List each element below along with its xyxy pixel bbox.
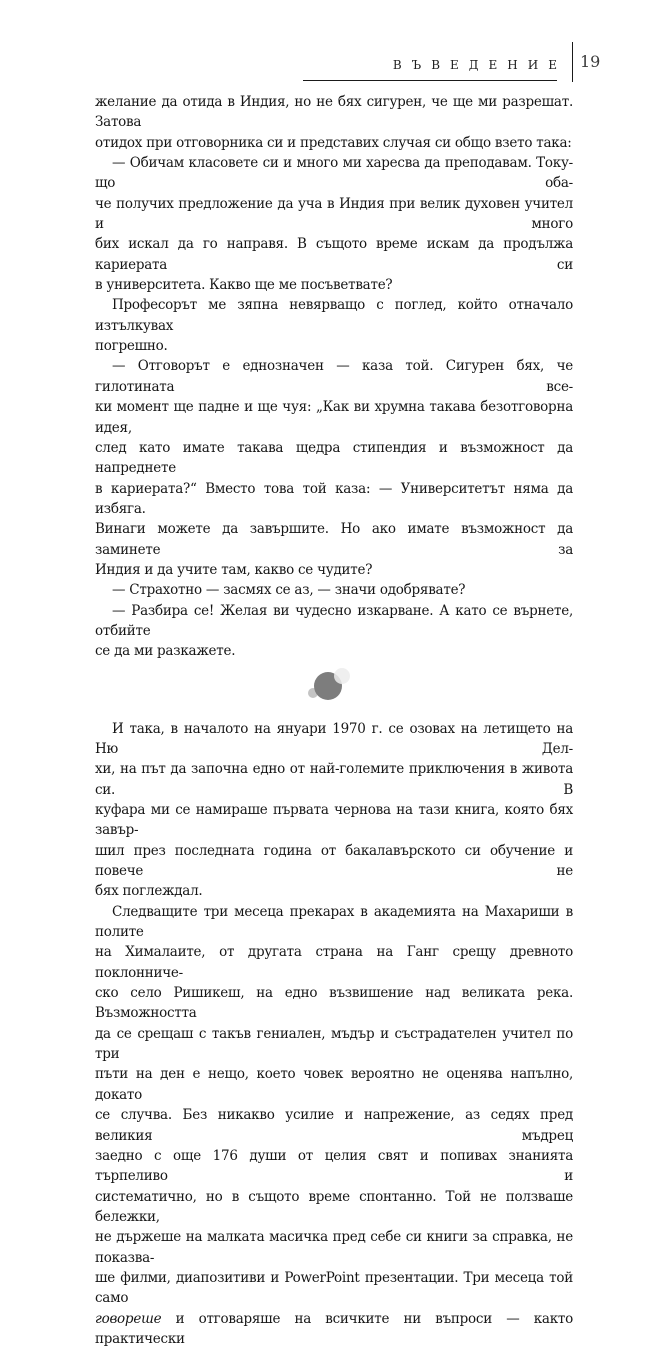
text-line: Винаги можете да завършите. Но ако имате възможност да заминете за bbox=[95, 521, 573, 558]
paragraph bbox=[95, 295, 573, 356]
text-line: да се срещаш с такъв гениален, мъдър и състрадателен учител по три bbox=[95, 1025, 573, 1063]
body-text bbox=[95, 92, 573, 1349]
text-line: желание да отида в Индия, но не бях сигурен, че ще ми разрешат. Затова bbox=[95, 94, 573, 131]
text-line: — Обичам класовете си и много ми харесва да преподавам. Току-що оба- bbox=[95, 155, 573, 192]
text-line: Следващите три месеца прекарах в академията на Махариши в полите bbox=[95, 903, 573, 941]
text-line: Индия и да учите там, какво се чудите? bbox=[95, 561, 373, 578]
text-line: Професорът ме зяпна невярващо с поглед, който отначало изтълкувах bbox=[95, 297, 573, 334]
text-section-after-break bbox=[95, 719, 573, 1349]
paragraph bbox=[95, 601, 573, 662]
text-line: ки момент ще падне и ще чуя: „Как ви хрумна такава безотговорна идея, bbox=[95, 399, 573, 436]
text-line: в кариерата?“ Вместо това той каза: — Университетът няма да избяга. bbox=[95, 480, 573, 517]
text-line: бих искал да го направя. В същото време искам да продължа кариерата си bbox=[95, 236, 573, 273]
text-section-before-break bbox=[95, 92, 573, 662]
text-line: заедно с още 176 души от целия свят и попивах знанията търпеливо и bbox=[95, 1147, 573, 1185]
paragraph bbox=[95, 153, 573, 295]
text-line: ско село Ришикеш, на едно възвишение над великата река. Възможността bbox=[95, 985, 573, 1022]
header-divider-line bbox=[572, 42, 573, 82]
text-line: не държеше на малката масичка пред себе си книги за справка, не показва- bbox=[95, 1229, 573, 1266]
paragraph bbox=[95, 902, 573, 1349]
text-line: куфара ми се намираше първата чернова на тази книга, която бях завър- bbox=[95, 802, 573, 839]
text-line: пъти на ден е нещо, което човек вероятно не оценява напълно, докато bbox=[95, 1066, 573, 1103]
text-line: — Страхотно — засмях се аз, — значи одобрявате? bbox=[112, 582, 466, 599]
text-line: погрешно. bbox=[95, 338, 168, 355]
paragraph bbox=[95, 719, 573, 902]
text-line: шил през последната година от бакалавърското си обучение и повече не bbox=[95, 842, 573, 880]
page-number: 19 bbox=[580, 52, 601, 71]
text-line: бях поглеждал. bbox=[95, 883, 203, 900]
text-segment: и отговаряше на всичките ни въпроси — както практически bbox=[95, 1310, 573, 1347]
text-line: — Разбира се! Желая ви чудесно изкарване. А като се върнете, отбийте bbox=[95, 602, 573, 639]
text-line: след като имате такава щедра стипендия и възможност да напреднете bbox=[95, 439, 573, 477]
text-line: — Отговорът е еднозначен — каза той. Сигурен бях, че гилотината все- bbox=[95, 358, 573, 395]
text-line: се да ми разкажете. bbox=[95, 643, 236, 660]
emphasized-text: говореше bbox=[95, 1310, 162, 1327]
paragraph bbox=[95, 580, 573, 600]
paragraph bbox=[95, 92, 573, 153]
text-line: се случва. Без никакво усилие и напрежение, аз седях пред великия мъдрец bbox=[95, 1107, 573, 1144]
section-break-ornament bbox=[308, 668, 350, 700]
text-line: хи, на път да започна едно от най-големите приключения в живота си. В bbox=[95, 761, 573, 798]
paragraph bbox=[95, 356, 573, 580]
chapter-title: ВЪВЕДЕНИЕ bbox=[392, 58, 567, 72]
text-line: че получих предложение да уча в Индия при велик духовен учител и много bbox=[95, 195, 573, 233]
running-header bbox=[303, 54, 567, 81]
ornament-light-circle bbox=[334, 668, 350, 684]
text-line: ше филми, диапозитиви и PowerPoint презентации. Три месеца той само bbox=[95, 1269, 573, 1307]
text-line: на Хималаите, от другата страна на Ганг срещу древното поклонниче- bbox=[95, 944, 573, 981]
text-line: И така, в началото на януари 1970 г. се озовах на летището на Ню Дел- bbox=[95, 720, 573, 757]
text-line: отидох при отговорника си и представих случая си общо взето така: bbox=[95, 134, 572, 151]
section-break bbox=[95, 662, 573, 719]
text-line bbox=[95, 1309, 573, 1349]
text-line: систематично, но в същото време спонтанно. Той не ползваше бележки, bbox=[95, 1188, 573, 1225]
text-line: в университета. Какво ще ме посъветвате? bbox=[95, 277, 393, 294]
